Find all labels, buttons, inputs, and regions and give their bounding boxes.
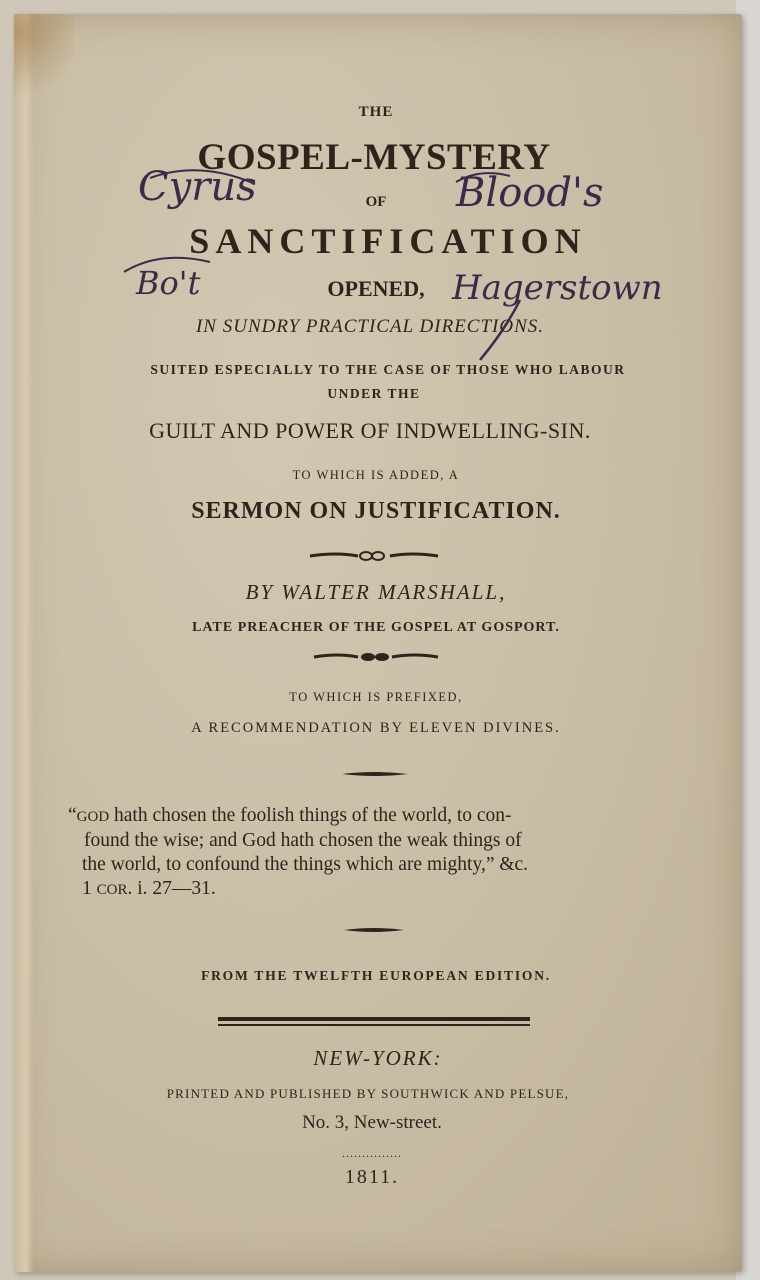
author-line: BY WALTER MARSHALL,: [245, 580, 507, 604]
ornament-1: [306, 548, 442, 564]
guilt-line: GUILT AND POWER OF INDWELLING-SIN.: [149, 418, 591, 443]
prefixed-line: TO WHICH IS PREFIXED,: [289, 690, 463, 704]
cor-reference: . i. 27—31.: [127, 878, 216, 899]
sermon-line: SERMON ON JUSTIFICATION.: [191, 498, 561, 524]
title-opened: OPENED,: [327, 276, 425, 301]
god-smallcaps: GOD: [76, 809, 110, 825]
title-the: THE: [358, 104, 394, 120]
inscription-word-2: Blood's: [456, 170, 604, 216]
rule-short-1: [340, 770, 410, 778]
inscription-word-1: Cyrus: [138, 164, 257, 210]
handwriting-strokes: [0, 0, 760, 400]
suited-line-1: SUITED ESPECIALLY TO THE CASE OF THOSE WHO LABOUR: [150, 362, 626, 377]
subtitle: IN SUNDRY PRACTICAL DIRECTIONS.: [195, 316, 545, 337]
author-role: LATE PREACHER OF THE GOSPEL AT GOSPORT.: [192, 620, 560, 635]
epigraph-line-3: the world, to confound the things which are mighty,” &c.: [82, 854, 529, 875]
inscription-word-4: Hagerstown: [452, 268, 663, 308]
epigraph-line-2: found the wise; and God hath chosen the weak things of: [84, 830, 522, 851]
open-quote: “: [68, 805, 77, 826]
cor-number: 1: [82, 878, 97, 899]
epigraph-line-1-text: hath chosen the foolish things of the world, to con-: [109, 805, 512, 826]
title-line-1: GOSPEL-MYSTERY: [197, 137, 551, 178]
cor-smallcaps: COR: [96, 882, 128, 898]
suited-line-2: UNDER THE: [327, 386, 421, 401]
recommendation-line: A RECOMMENDATION BY ELEVEN DIVINES.: [191, 720, 561, 736]
address-line: No. 3, New-street.: [302, 1112, 442, 1133]
dotted-rule: ...............: [342, 1146, 402, 1160]
ornament-2: [310, 649, 442, 665]
added-line: TO WHICH IS ADDED, A: [292, 468, 460, 482]
title-of: OF: [365, 194, 387, 210]
double-rule: [218, 1016, 530, 1028]
publisher-line: PRINTED AND PUBLISHED BY SOUTHWICK AND PELSUE,: [166, 1086, 570, 1101]
edition-line: FROM THE TWELFTH EUROPEAN EDITION.: [201, 968, 551, 983]
inscription-word-3: Bo't: [136, 264, 201, 302]
place-line: NEW-YORK:: [313, 1046, 443, 1070]
year-line: 1811.: [344, 1166, 400, 1188]
epigraph-line-1: [68, 804, 688, 829]
epigraph-line-4: [68, 877, 688, 902]
title-line-2: SANCTIFICATION: [189, 221, 587, 261]
rule-short-2: [342, 926, 406, 934]
epigraph: [68, 804, 688, 902]
